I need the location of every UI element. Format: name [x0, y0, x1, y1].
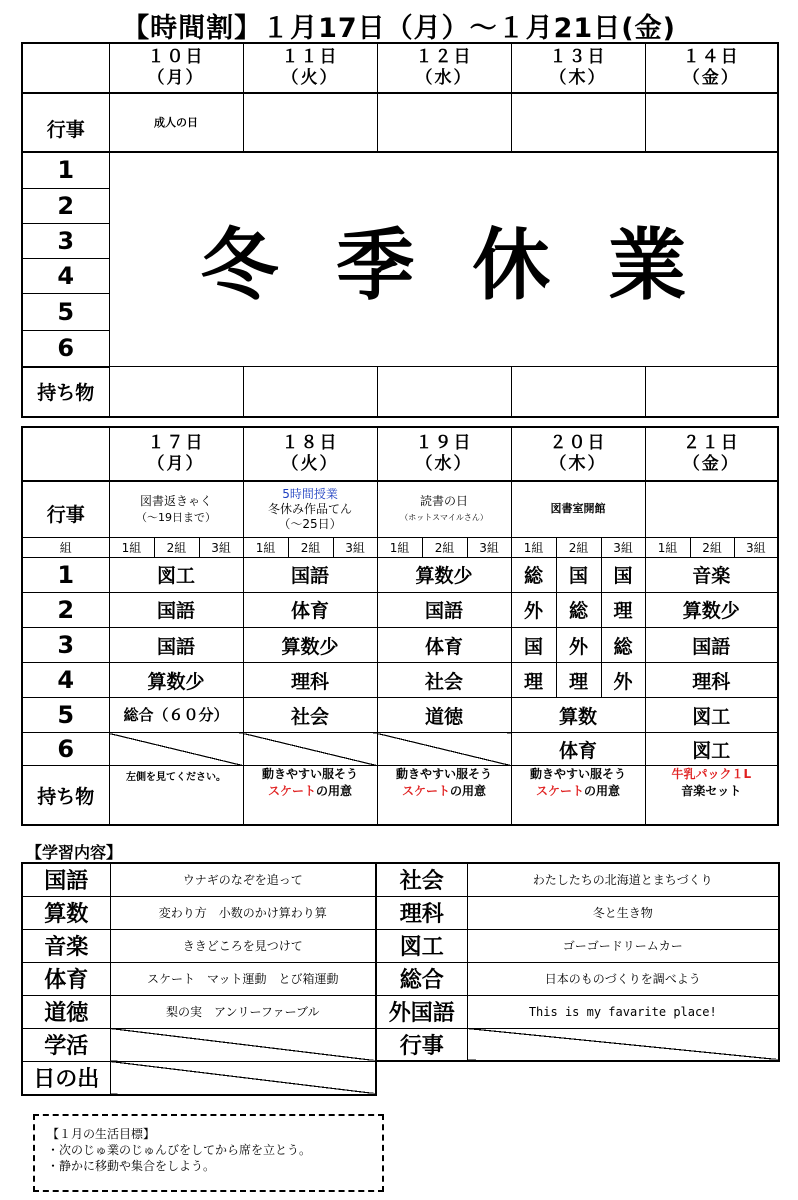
winter-break-banner: 冬季休業: [109, 152, 778, 367]
learning-subject: 道徳: [22, 995, 110, 1028]
week2-event-mon: 図書返きゃく （～19日まで）: [109, 481, 243, 537]
learning-subject: 理科: [376, 896, 467, 929]
period-6: 6: [22, 330, 109, 366]
week1-event-fri: [645, 93, 778, 151]
learning-subject: 社会: [376, 863, 467, 896]
learning-content: わたしたちの北海道とまちづくり: [467, 863, 779, 896]
learning-subject: 国語: [22, 863, 110, 896]
p3-fri: 国語: [645, 627, 778, 662]
learning-content: This is my favarite place!: [467, 995, 779, 1028]
week1-items-mon: [109, 367, 243, 417]
week2-day-fri: ２１日 （金）: [645, 427, 778, 481]
learning-content: ウナギのなぞを追って: [110, 863, 376, 896]
week1-items-fri: [645, 367, 778, 417]
week1-day-thu: １３日 （木）: [511, 43, 645, 93]
learning-content: ききどころを見つけて: [110, 929, 376, 962]
week2-day-tue: １８日 （火）: [243, 427, 377, 481]
group-wed-1: 1組: [377, 537, 422, 557]
week1-day-wed: １２日 （水）: [377, 43, 511, 93]
week2-day-wed: １９日 （水）: [377, 427, 511, 481]
p4-tue: 理科: [243, 663, 377, 698]
period-1: 1: [22, 152, 109, 188]
week1-timetable: [21, 42, 779, 418]
group-fri-2: 2組: [690, 537, 734, 557]
group-wed-3: 3組: [467, 537, 511, 557]
learning-title: 【学習内容】: [26, 843, 123, 862]
corner-cell: [22, 427, 109, 481]
group-tue-1: 1組: [243, 537, 288, 557]
period-6: 6: [22, 733, 109, 766]
p3-wed: 体育: [377, 627, 511, 662]
week2-items-wed: 動きやすい服そう スケートの用意: [377, 766, 511, 825]
learning-subject: 総合: [376, 962, 467, 995]
learning-content: 日本のものづくりを調べよう: [467, 962, 779, 995]
week2-event-thu: 図書室開館: [511, 481, 645, 537]
week2-items-fri: 牛乳パック１L 音楽セット: [645, 766, 778, 825]
p1-thu-3: 国: [601, 557, 645, 592]
p1-thu-2: 国: [556, 557, 601, 592]
p2-thu-3: 理: [601, 592, 645, 627]
period-3: 3: [22, 223, 109, 258]
learning-content-empty: [110, 1061, 376, 1095]
p5-thu: 算数: [511, 698, 645, 733]
group-tue-3: 3組: [333, 537, 377, 557]
week1-day-mon: １０日 （月）: [109, 43, 243, 93]
p2-mon: 国語: [109, 592, 243, 627]
week1-items-tue: [243, 367, 377, 417]
week1-event-mon: 成人の日: [109, 93, 243, 151]
p2-thu-2: 総: [556, 592, 601, 627]
p3-thu-1: 国: [511, 627, 556, 662]
p6-thu: 体育: [511, 733, 645, 766]
learning-content: 梨の実 アンリーファーブル: [110, 995, 376, 1028]
p1-tue: 国語: [243, 557, 377, 592]
p2-fri: 算数少: [645, 592, 778, 627]
event-label: 行事: [22, 93, 109, 151]
week2-items-mon: 左側を見てください。: [109, 766, 243, 825]
period-5: 5: [22, 294, 109, 330]
event-label: 行事: [22, 481, 109, 537]
p5-mon: 総合（６０分）: [109, 698, 243, 733]
group-tue-2: 2組: [288, 537, 333, 557]
period-2: 2: [22, 188, 109, 223]
p5-tue: 社会: [243, 698, 377, 733]
items-label: 持ち物: [22, 766, 109, 825]
learning-subject: 算数: [22, 896, 110, 929]
learning-right-table: [375, 862, 780, 1062]
learning-left-table: [21, 862, 377, 1096]
p2-wed: 国語: [377, 592, 511, 627]
period-5: 5: [22, 698, 109, 733]
group-fri-1: 1組: [645, 537, 690, 557]
learning-content: 変わり方 小数のかけ算わり算: [110, 896, 376, 929]
p2-thu-1: 外: [511, 592, 556, 627]
week2-day-thu: ２０日 （木）: [511, 427, 645, 481]
goal-line-1: ・次のじゅ業のじゅんびをしてから席を立とう。: [47, 1143, 312, 1157]
week2-event-wed: 読書の日 （ホットスマイルさん）: [377, 481, 511, 537]
learning-subject: 体育: [22, 962, 110, 995]
week2-items-thu: 動きやすい服そう スケートの用意: [511, 766, 645, 825]
period-1: 1: [22, 557, 109, 592]
week1-event-wed: [377, 93, 511, 151]
p4-thu-2: 理: [556, 663, 601, 698]
period-4: 4: [22, 259, 109, 294]
p6-fri: 図工: [645, 733, 778, 766]
group-fri-3: 3組: [734, 537, 778, 557]
learning-subject: 学活: [22, 1028, 110, 1061]
period-2: 2: [22, 592, 109, 627]
week1-event-thu: [511, 93, 645, 151]
learning-content-empty: [467, 1028, 779, 1061]
page-title: 【時間割】１月17日（月）～１月21日(金): [122, 13, 676, 44]
learning-content-empty: [110, 1028, 376, 1061]
goal-line-2: ・静かに移動や集合をしよう。: [47, 1159, 216, 1173]
p1-wed: 算数少: [377, 557, 511, 592]
period-4: 4: [22, 663, 109, 698]
learning-subject: 図工: [376, 929, 467, 962]
p4-thu-3: 外: [601, 663, 645, 698]
group-mon-1: 1組: [109, 537, 154, 557]
p6-wed-empty: [377, 733, 511, 766]
p1-mon: 図工: [109, 557, 243, 592]
p4-mon: 算数少: [109, 663, 243, 698]
learning-content: スケート マット運動 とび箱運動: [110, 962, 376, 995]
p4-thu-1: 理: [511, 663, 556, 698]
learning-subject: 日の出: [22, 1061, 110, 1095]
group-mon-2: 2組: [154, 537, 199, 557]
week1-items-thu: [511, 367, 645, 417]
p6-mon-empty: [109, 733, 243, 766]
items-label: 持ち物: [22, 367, 109, 417]
week1-day-fri: １４日 （金）: [645, 43, 778, 93]
p4-wed: 社会: [377, 663, 511, 698]
goal-title: 【１月の生活目標】: [47, 1127, 156, 1141]
p4-fri: 理科: [645, 663, 778, 698]
week2-items-tue: 動きやすい服そう スケートの用意: [243, 766, 377, 825]
week2-day-mon: １７日 （月）: [109, 427, 243, 481]
p5-wed: 道徳: [377, 698, 511, 733]
period-3: 3: [22, 627, 109, 662]
learning-subject: 行事: [376, 1028, 467, 1061]
learning-content: 冬と生き物: [467, 896, 779, 929]
p3-thu-2: 外: [556, 627, 601, 662]
corner-cell: [22, 43, 109, 93]
p1-thu-1: 総: [511, 557, 556, 592]
learning-subject: 外国語: [376, 995, 467, 1028]
p1-fri: 音楽: [645, 557, 778, 592]
p3-mon: 国語: [109, 627, 243, 662]
p6-tue-empty: [243, 733, 377, 766]
p5-fri: 図工: [645, 698, 778, 733]
week2-event-fri: [645, 481, 778, 537]
group-thu-1: 1組: [511, 537, 556, 557]
monthly-goal-box: [33, 1114, 384, 1192]
week1-items-wed: [377, 367, 511, 417]
week1-day-tue: １１日 （火）: [243, 43, 377, 93]
group-label: 組: [22, 537, 109, 557]
learning-subject: 音楽: [22, 929, 110, 962]
group-thu-3: 3組: [601, 537, 645, 557]
week2-timetable: [21, 426, 779, 826]
p3-thu-3: 総: [601, 627, 645, 662]
group-mon-3: 3組: [199, 537, 243, 557]
week2-event-tue: 5時間授業 冬休み作品てん （～25日）: [243, 481, 377, 537]
p3-tue: 算数少: [243, 627, 377, 662]
learning-content: ゴーゴードリームカー: [467, 929, 779, 962]
week1-event-tue: [243, 93, 377, 151]
group-wed-2: 2組: [422, 537, 467, 557]
group-thu-2: 2組: [556, 537, 601, 557]
p2-tue: 体育: [243, 592, 377, 627]
